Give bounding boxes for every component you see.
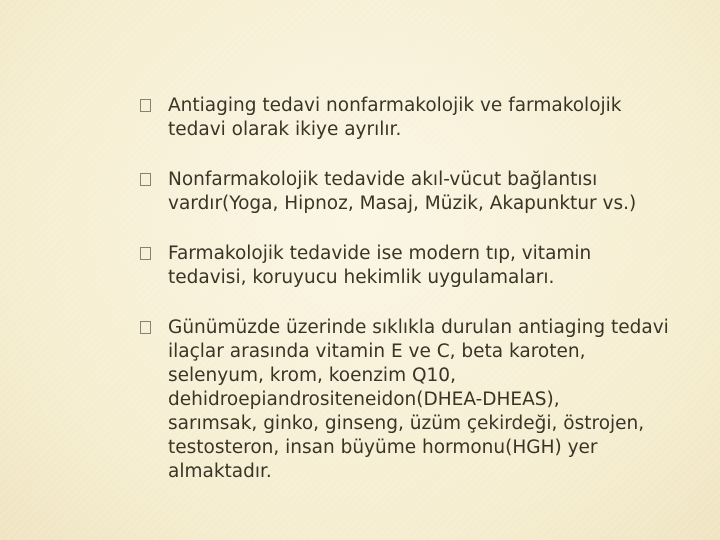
bullet-item [140, 316, 700, 484]
square-bullet-icon [140, 321, 151, 334]
bullet-item [140, 94, 700, 142]
bullet-text: Farmakolojik tedavide ise modern tıp, vitamin tedavisi, koruyucu hekimlik uygulamaları. [168, 243, 592, 288]
square-bullet-icon [140, 99, 151, 112]
bullet-item [140, 242, 700, 290]
bullet-list [140, 94, 700, 484]
bullet-text: Günümüzde üzerinde sıklıkla durulan antiaging tedavi ilaçlar arasında vitamin E ve C, beta karoten, selenyum, krom, koenzim Q10, dehidroepiandrositeneidon(DHEA-DHEAS), sarımsak, ginko, ginseng, üzüm çekirdeği, östrojen, testosteron, insan büyüme hormonu(HGH) yer almaktadır. [168, 317, 669, 482]
square-bullet-icon [140, 247, 151, 260]
bullet-text: Nonfarmakolojik tedavide akıl-vücut bağlantısı vardır(Yoga, Hipnoz, Masaj, Müzik, Akapunktur vs.) [168, 169, 637, 214]
bullet-item [140, 168, 700, 216]
square-bullet-icon [140, 173, 151, 186]
bullet-text: Antiaging tedavi nonfarmakolojik ve farmakolojik tedavi olarak ikiye ayrılır. [168, 95, 622, 140]
